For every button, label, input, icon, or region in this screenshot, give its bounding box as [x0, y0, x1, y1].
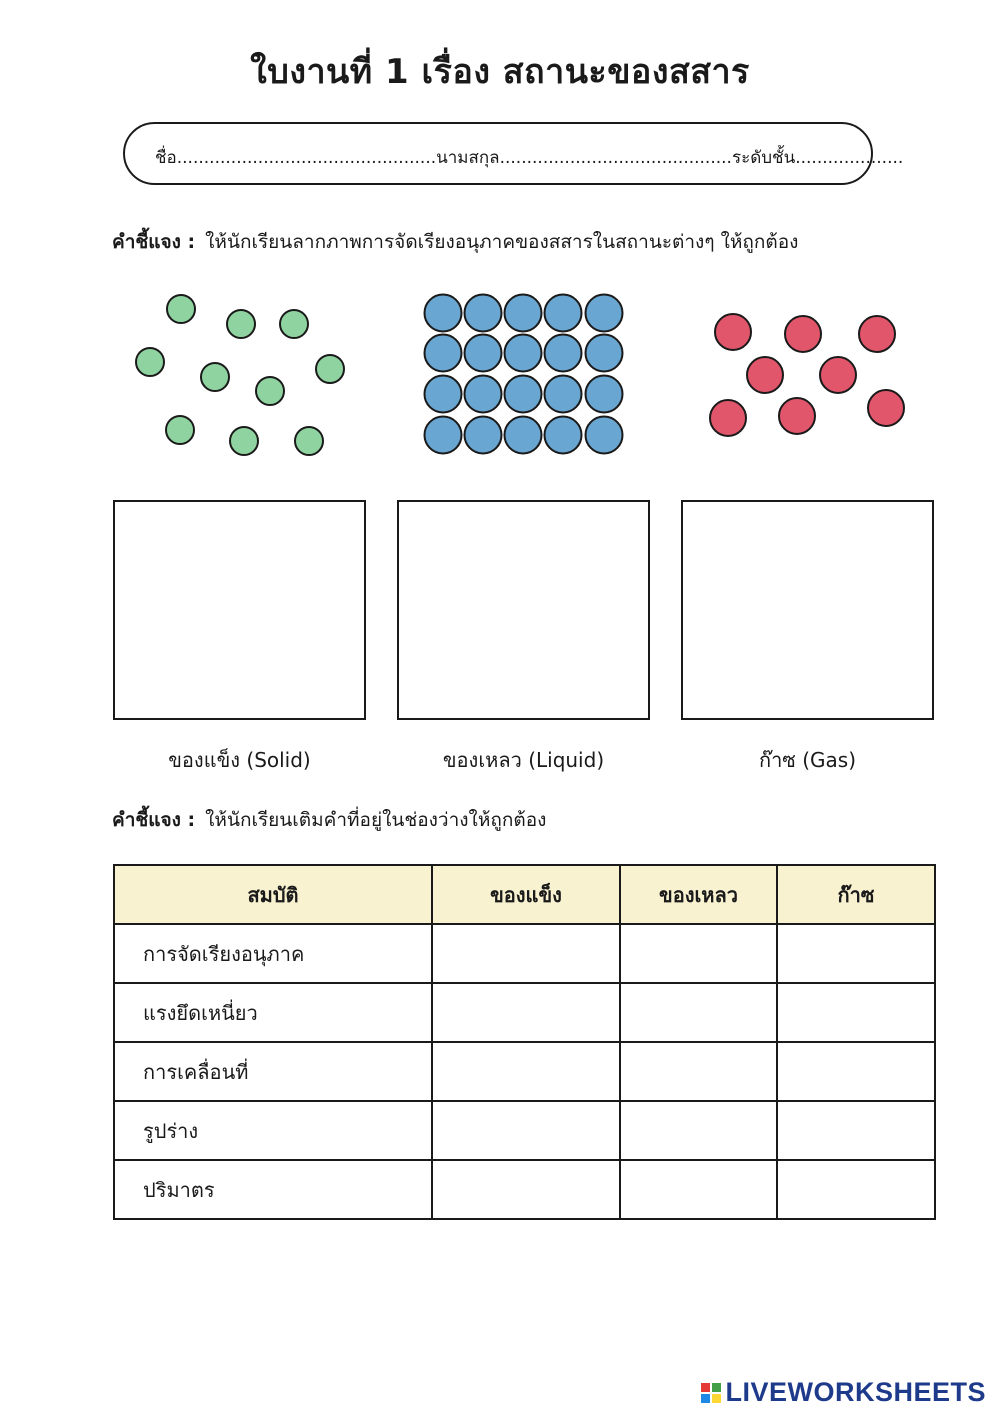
answer-cell-solid[interactable] [432, 1101, 620, 1160]
green-particle [256, 377, 284, 405]
answer-cell-gas[interactable] [777, 1101, 935, 1160]
properties-table [113, 864, 936, 1220]
blue-particle [425, 295, 462, 332]
row-label: การเคลื่อนที่ [114, 1042, 432, 1101]
solid-drop-zone[interactable] [113, 500, 366, 720]
answer-cell-liquid[interactable] [620, 1160, 777, 1219]
header-gas: ก๊าซ [777, 865, 935, 924]
blue-particle [586, 417, 623, 454]
drag-instruction [112, 227, 798, 257]
red-particles-image[interactable] [700, 300, 920, 450]
red-particle [868, 390, 904, 426]
answer-cell-liquid[interactable] [620, 1042, 777, 1101]
header-property: สมบัติ [114, 865, 432, 924]
student-info-box [123, 122, 904, 185]
blue-particle [505, 417, 542, 454]
liveworksheets-logo-icon [701, 1383, 721, 1403]
table-row [114, 1160, 935, 1219]
answer-cell-gas[interactable] [777, 1042, 935, 1101]
answer-cell-solid[interactable] [432, 924, 620, 983]
blue-particle [586, 335, 623, 372]
green-particle [167, 295, 195, 323]
answer-cell-solid[interactable] [432, 1042, 620, 1101]
green-particle [230, 427, 258, 455]
blue-particle [465, 376, 502, 413]
blue-particle [465, 335, 502, 372]
blue-particle [545, 376, 582, 413]
answer-cell-gas[interactable] [777, 924, 935, 983]
student-info-line: ชื่อ................................................นามสกุล...........................................ระดับชั้น.................... [155, 148, 904, 168]
blue-particle [465, 295, 502, 332]
red-particle [710, 400, 746, 436]
blue-particle [505, 295, 542, 332]
answer-cell-gas[interactable] [777, 1160, 935, 1219]
green-particle [227, 310, 255, 338]
liquid-drop-zone[interactable] [397, 500, 650, 720]
red-particle [747, 357, 783, 393]
blue-particle [545, 417, 582, 454]
header-solid: ของแข็ง [432, 865, 620, 924]
red-particle [820, 357, 856, 393]
red-particle [785, 316, 821, 352]
blue-particle [586, 295, 623, 332]
fill-instruction-text: ให้นักเรียนเติมคำที่อยู่ในช่องว่างให้ถูกต้อง [205, 809, 547, 831]
row-label: รูปร่าง [114, 1101, 432, 1160]
answer-cell-gas[interactable] [777, 983, 935, 1042]
red-particle [715, 314, 751, 350]
table-row [114, 924, 935, 983]
table-row [114, 1042, 935, 1101]
blue-particles-image[interactable] [420, 290, 630, 462]
row-label: ปริมาตร [114, 1160, 432, 1219]
blue-particle [425, 376, 462, 413]
row-label: การจัดเรียงอนุภาค [114, 924, 432, 983]
worksheet-title: ใบงานที่ 1 เรื่อง สถานะของสสาร [250, 52, 750, 92]
blue-particle [505, 376, 542, 413]
liveworksheets-logo [701, 1377, 986, 1408]
logo-text: LIVEWORKSHEETS [725, 1377, 986, 1407]
answer-cell-solid[interactable] [432, 983, 620, 1042]
answer-cell-liquid[interactable] [620, 924, 777, 983]
fill-instruction [112, 805, 546, 835]
table-row [114, 1101, 935, 1160]
solid-label: ของแข็ง (Solid) [168, 748, 311, 772]
red-particle [859, 316, 895, 352]
blue-particle [425, 417, 462, 454]
instruction-label: คำชี้แจง : [112, 231, 196, 253]
green-particle [166, 416, 194, 444]
gas-label: ก๊าซ (Gas) [758, 748, 857, 772]
blue-particle [425, 335, 462, 372]
red-particle [779, 398, 815, 434]
green-particle [316, 355, 344, 383]
header-liquid: ของเหลว [620, 865, 777, 924]
gas-drop-zone[interactable] [681, 500, 934, 720]
green-particle [136, 348, 164, 376]
table-row [114, 983, 935, 1042]
drag-instruction-text: ให้นักเรียนลากภาพการจัดเรียงอนุภาคของสสารในสถานะต่างๆ ให้ถูกต้อง [205, 231, 799, 253]
blue-particle [586, 376, 623, 413]
liquid-label: ของเหลว (Liquid) [442, 748, 605, 772]
blue-particle [545, 335, 582, 372]
green-particles-image[interactable] [120, 280, 360, 470]
answer-cell-solid[interactable] [432, 1160, 620, 1219]
instruction-label: คำชี้แจง : [112, 809, 196, 831]
answer-cell-liquid[interactable] [620, 1101, 777, 1160]
green-particle [295, 427, 323, 455]
blue-particle [465, 417, 502, 454]
blue-particle [505, 335, 542, 372]
blue-particle [545, 295, 582, 332]
table-header-row [114, 865, 935, 924]
green-particle [201, 363, 229, 391]
row-label: แรงยึดเหนี่ยว [114, 983, 432, 1042]
green-particle [280, 310, 308, 338]
answer-cell-liquid[interactable] [620, 983, 777, 1042]
